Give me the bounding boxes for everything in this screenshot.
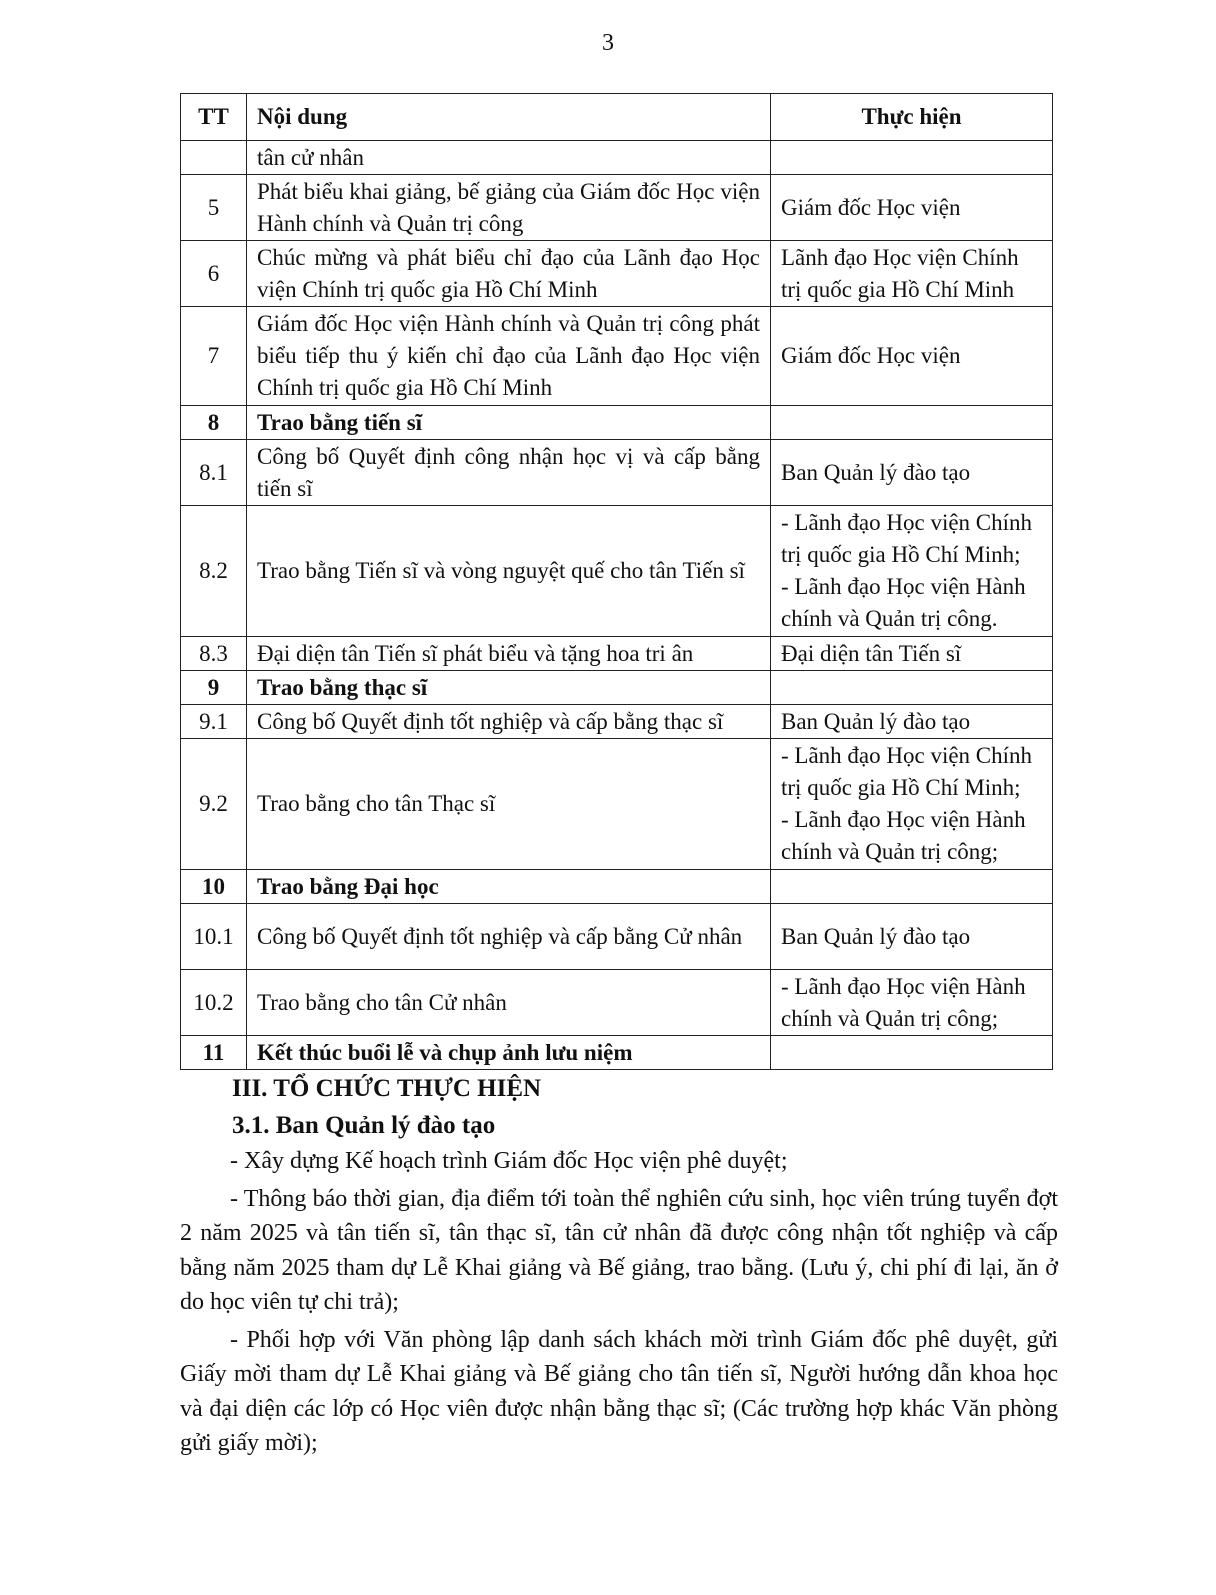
- actor-line: trị quốc gia Hồ Chí Minh;: [781, 775, 1021, 800]
- table-row: [181, 671, 1053, 705]
- program-table: [180, 93, 1053, 1070]
- row-actor: [771, 970, 1053, 1036]
- row-number: 7: [181, 307, 247, 406]
- row-actor: [771, 307, 1053, 406]
- row-number: 10: [181, 870, 247, 904]
- actor-line: - Lãnh đạo Học viện Hành: [781, 973, 1026, 999]
- section-heading: III. TỔ CHỨC THỰC HIỆN: [232, 1075, 542, 1102]
- header-content: Nội dung: [247, 94, 771, 141]
- section-subheading: 3.1. Ban Quản lý đào tạo: [232, 1112, 496, 1139]
- actor-line: chính và Quản trị công;: [781, 839, 999, 864]
- row-content: Trao bằng Tiến sĩ và vòng nguyệt quế cho tân Tiến sĩ: [247, 506, 771, 637]
- row-content: Trao bằng thạc sĩ: [247, 671, 771, 705]
- actor-line: trị quốc gia Hồ Chí Minh: [781, 276, 1015, 302]
- row-number: 10.2: [181, 970, 247, 1036]
- paragraph: - Thông báo thời gian, địa điểm tới toàn thể nghiên cứu sinh, học viên trúng tuyển đợt 2 năm 2025 và tân tiến sĩ, tân thạc sĩ, tân cử nhân đã được công nhận tốt nghiệp và cấp bằng năm 2025 tham dự Lễ Khai giảng và Bế giảng, trao bằng. (Lưu ý, chi phí đi lại, ăn ở do học viên tự chi trả);: [180, 1185, 1058, 1315]
- page-number: 3: [602, 30, 614, 56]
- actor-line: - Lãnh đạo Học viện Chính: [781, 510, 1033, 535]
- actor-line: Giám đốc Học viện: [781, 343, 961, 368]
- actor-line: chính và Quản trị công.: [781, 606, 998, 631]
- row-content: Trao bằng cho tân Cử nhân: [247, 970, 771, 1036]
- table-row: [181, 739, 1053, 870]
- table-row: [181, 440, 1053, 506]
- table-row: [181, 1036, 1053, 1070]
- table-row: [181, 705, 1053, 739]
- row-number: 8.1: [181, 440, 247, 506]
- table-row: [181, 406, 1053, 440]
- actor-line: Ban Quản lý đào tạo: [781, 459, 971, 485]
- paragraph: - Phối hợp với Văn phòng lập danh sách khách mời trình Giám đốc phê duyệt, gửi Giấy mời tham dự Lễ Khai giảng và Bế giảng cho tân tiến sĩ, Người hướng dẫn khoa học và đại diện các lớp có Học viên được nhận bằng thạc sĩ; (Các trường hợp khác Văn phòng gửi giấy mời);: [180, 1326, 1058, 1456]
- row-content: Giám đốc Học viện Hành chính và Quản trị công phát biểu tiếp thu ý kiến chỉ đạo của Lãnh đạo Học viện Chính trị quốc gia Hồ Chí Minh: [247, 307, 771, 406]
- row-actor: [771, 1036, 1053, 1070]
- paragraph: - Xây dựng Kế hoạch trình Giám đốc Học viện phê duyệt;: [230, 1148, 788, 1174]
- row-content: tân cử nhân: [247, 141, 771, 175]
- row-actor: [771, 671, 1053, 705]
- table-row: [181, 904, 1053, 970]
- row-number: 9.1: [181, 705, 247, 739]
- organization-section: [180, 1070, 1058, 1464]
- header-actor: Thực hiện: [771, 94, 1053, 141]
- actor-line: - Lãnh đạo Học viện Hành: [781, 574, 1026, 599]
- actor-line: Giám đốc Học viện: [781, 194, 961, 220]
- table-row: [181, 970, 1053, 1036]
- row-actor: [771, 506, 1053, 637]
- row-actor: [771, 739, 1053, 870]
- row-number: 6: [181, 241, 247, 307]
- actor-line: - Lãnh đạo Học viện Chính: [781, 743, 1033, 768]
- row-content: Chúc mừng và phát biểu chỉ đạo của Lãnh đạo Học viện Chính trị quốc gia Hồ Chí Minh: [247, 241, 771, 307]
- row-content: Phát biểu khai giảng, bế giảng của Giám đốc Học viện Hành chính và Quản trị công: [247, 175, 771, 241]
- row-content: Trao bằng Đại học: [247, 870, 771, 904]
- row-number: 10.1: [181, 904, 247, 970]
- row-actor: [771, 141, 1053, 175]
- table-body: [181, 141, 1053, 1070]
- row-actor: [771, 440, 1053, 506]
- row-number: 9.2: [181, 739, 247, 870]
- actor-line: Ban Quản lý đào tạo: [781, 708, 971, 734]
- row-actor: [771, 406, 1053, 440]
- row-actor: [771, 870, 1053, 904]
- row-actor: [771, 637, 1053, 671]
- row-content: Công bố Quyết định công nhận học vị và cấp bằng tiến sĩ: [247, 440, 771, 506]
- actor-line: - Lãnh đạo Học viện Hành: [781, 807, 1026, 832]
- row-actor: [771, 705, 1053, 739]
- table-row: [181, 506, 1053, 637]
- row-content: Trao bằng tiến sĩ: [247, 406, 771, 440]
- row-actor: [771, 175, 1053, 241]
- row-number: 11: [181, 1036, 247, 1070]
- table-row: [181, 241, 1053, 307]
- row-number: 8: [181, 406, 247, 440]
- row-content: Đại diện tân Tiến sĩ phát biểu và tặng hoa tri ân: [247, 637, 771, 671]
- actor-line: Đại diện tân Tiến sĩ: [781, 640, 962, 666]
- table-row: [181, 637, 1053, 671]
- row-number: 9: [181, 671, 247, 705]
- row-content: Kết thúc buổi lễ và chụp ảnh lưu niệm: [247, 1036, 771, 1070]
- row-content: Công bố Quyết định tốt nghiệp và cấp bằng Cử nhân: [247, 904, 771, 970]
- actor-line: chính và Quản trị công;: [781, 1005, 999, 1031]
- table-row: [181, 141, 1053, 175]
- header-tt: TT: [181, 94, 247, 141]
- row-number: 8.3: [181, 637, 247, 671]
- actor-line: Lãnh đạo Học viện Chính: [781, 244, 1019, 270]
- row-number: [181, 141, 247, 175]
- row-actor: [771, 904, 1053, 970]
- row-actor: [771, 241, 1053, 307]
- row-content: Trao bằng cho tân Thạc sĩ: [247, 739, 771, 870]
- table-row: [181, 307, 1053, 406]
- table-row: [181, 870, 1053, 904]
- actor-line: trị quốc gia Hồ Chí Minh;: [781, 542, 1021, 567]
- actor-line: Ban Quản lý đào tạo: [781, 923, 971, 949]
- row-number: 5: [181, 175, 247, 241]
- table-header-row: [181, 94, 1053, 141]
- table-row: [181, 175, 1053, 241]
- row-number: 8.2: [181, 506, 247, 637]
- row-content: Công bố Quyết định tốt nghiệp và cấp bằng thạc sĩ: [247, 705, 771, 739]
